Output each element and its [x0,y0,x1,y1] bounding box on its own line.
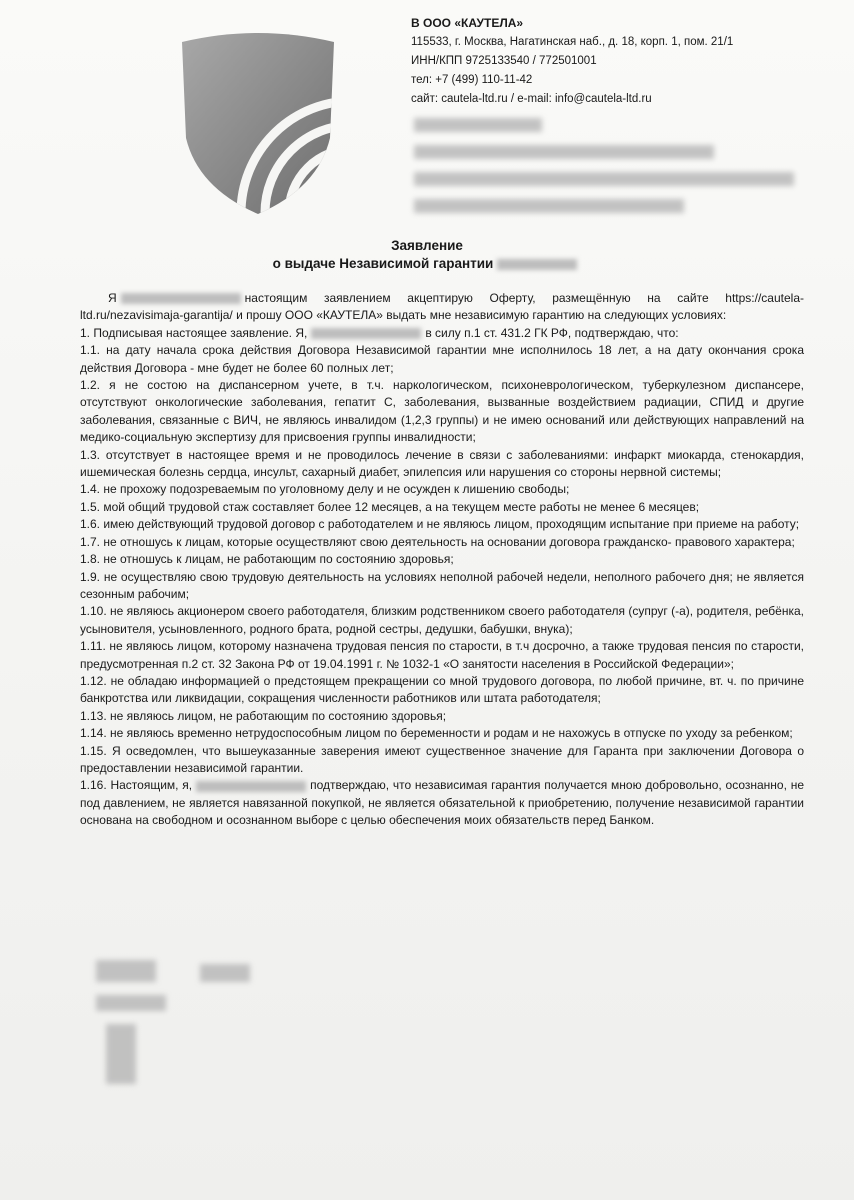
company-site-email: сайт: cautela-ltd.ru / e-mail: info@cautela-ltd.ru [411,93,652,105]
addressee-block [411,14,831,109]
clause-1-9: 1.9. не осуществляю свою трудовую деятельность на условиях неполной рабочей недели, неполного рабочего дня; не является сезонным рабочим; [80,569,804,601]
clause-1-16: 1.16. Настоящим, я, подтверждаю, что независимая гарантия получается мною добровольно, осознанно, не под давлением, не является навязанной покупкой, не является обязательной к приобретению, получение независимой гарантии основана на свободном и осознанном выборе с целью обеспечения моих обязательств перед Банком. [80,778,804,828]
clause-1-1: 1.1. на дату начала срока действия Договора Независимой гарантии мне исполнилось 18 лет, а на дату окончания срока действия Договора - мне будет не более 60 полных лет; [80,343,804,375]
clause-1-14: 1.14. не являюсь временно нетрудоспособным лицом по беременности и родам и не нахожусь в отпуске по уходу за ребенком; [80,726,793,741]
redacted-guarantee-number [497,259,577,270]
intro-paragraph: Я настоящим заявлением акцептирую Оферту, размещённую на сайте https://cautela-ltd.ru/nezavisimaja-garantija/ и прошу ООО «КАУТЕЛА» выдать мне независимую гарантию на следующих условиях: [80,291,804,323]
redacted-signature [96,960,250,1089]
statement-body [80,290,804,830]
clause-1-4: 1.4. не прохожу подозреваемым по уголовному делу и не осужден к лишению свободы; [80,482,570,497]
shield-logo-icon [178,28,338,218]
clause-1-6: 1.6. имею действующий трудовой договор с работодателем и не являюсь лицом, проходящим испытание при приеме на работу; [80,517,800,532]
redacted-applicant-name [121,293,241,304]
clause-1-13: 1.13. не являюсь лицом, не работающим по состоянию здоровья; [80,708,447,723]
clause-1: 1. Подписывая настоящее заявление. Я, в силу п.1 ст. 431.2 ГК РФ, подтверждаю, что: [80,325,679,340]
addressee-name: В ООО «КАУТЕЛА» [411,16,524,30]
clause-1-3: 1.3. отсутствует в настоящее время и не проводилось лечение в связи с заболеваниями: инфаркт миокарда, стенокардия, ишемическая болезнь сердца, инсульт, сахарный диабет, эпилепсия или нарушения со стороны нервной системы; [80,447,804,480]
clause-1-7: 1.7. не отношусь к лицам, которые осуществляют свою деятельность на основании договора гражданско- правового характера; [80,534,795,549]
company-phone: тел: +7 (499) 110-11-42 [411,74,533,86]
clause-1-10: 1.10. не являюсь акционером своего работодателя, близким родственником своего работодателя (супруг (-а), родителя, ребёнка, усыновителя, усыновленного, родного брата, родной сестры, дедушки, бабушки, внука); [80,604,804,636]
document-subtitle: о выдаче Независимой гарантии [0,256,854,271]
redacted-applicant-name [196,781,306,792]
clause-1-15: 1.15. Я осведомлен, что вышеуказанные заверения имеют существенное значение для Гаранта при заключении Договора о предоставлении независимой гарантии. [80,743,804,775]
clause-1-5: 1.5. мой общий трудовой стаж составляет более 12 месяцев, а на текущем месте работы не менее 6 месяцев; [80,499,700,514]
redacted-applicant-block [414,118,794,218]
clause-1-2: 1.2. я не состою на диспансерном учете, в т.ч. наркологическом, психоневрологическом, туберкулезном диспансере, отсутствуют онкологические заболевания, гепатит С, заболевания, вызванные воздействием радиации, СПИД и другие заболевания, связанные с ВИЧ, не являюсь инвалидом (1,2,3 группы) и не имею оснований или действующих направлений на медико-социальную экспертизу для присвоения группы инвалидности; [80,378,804,445]
clause-1-8: 1.8. не отношусь к лицам, не работающим по состоянию здоровья; [80,552,454,567]
company-address: 115533, г. Москва, Нагатинская наб., д. 18, корп. 1, пом. 21/1 [411,36,734,48]
document-title: Заявление [391,238,463,253]
company-inn-kpp: ИНН/КПП 9725133540 / 772501001 [411,55,597,67]
clause-1-11: 1.11. не являюсь лицом, которому назначена трудовая пенсия по старости, в т.ч досрочно, а также трудовая пенсия по старости, предусмотренная п.2 ст. 32 Закона РФ от 19.04.1991 г. № 1032-1 «О занятости населения в Российской Федерации»; [80,639,804,671]
clause-1-12: 1.12. не обладаю информацией о предстоящем прекращении со мной трудового договора, по любой причине, вт. ч. по причине банкротства или ликвидации, сокращения численности работников или штата работодателя; [80,673,804,706]
redacted-applicant-name [311,328,421,339]
